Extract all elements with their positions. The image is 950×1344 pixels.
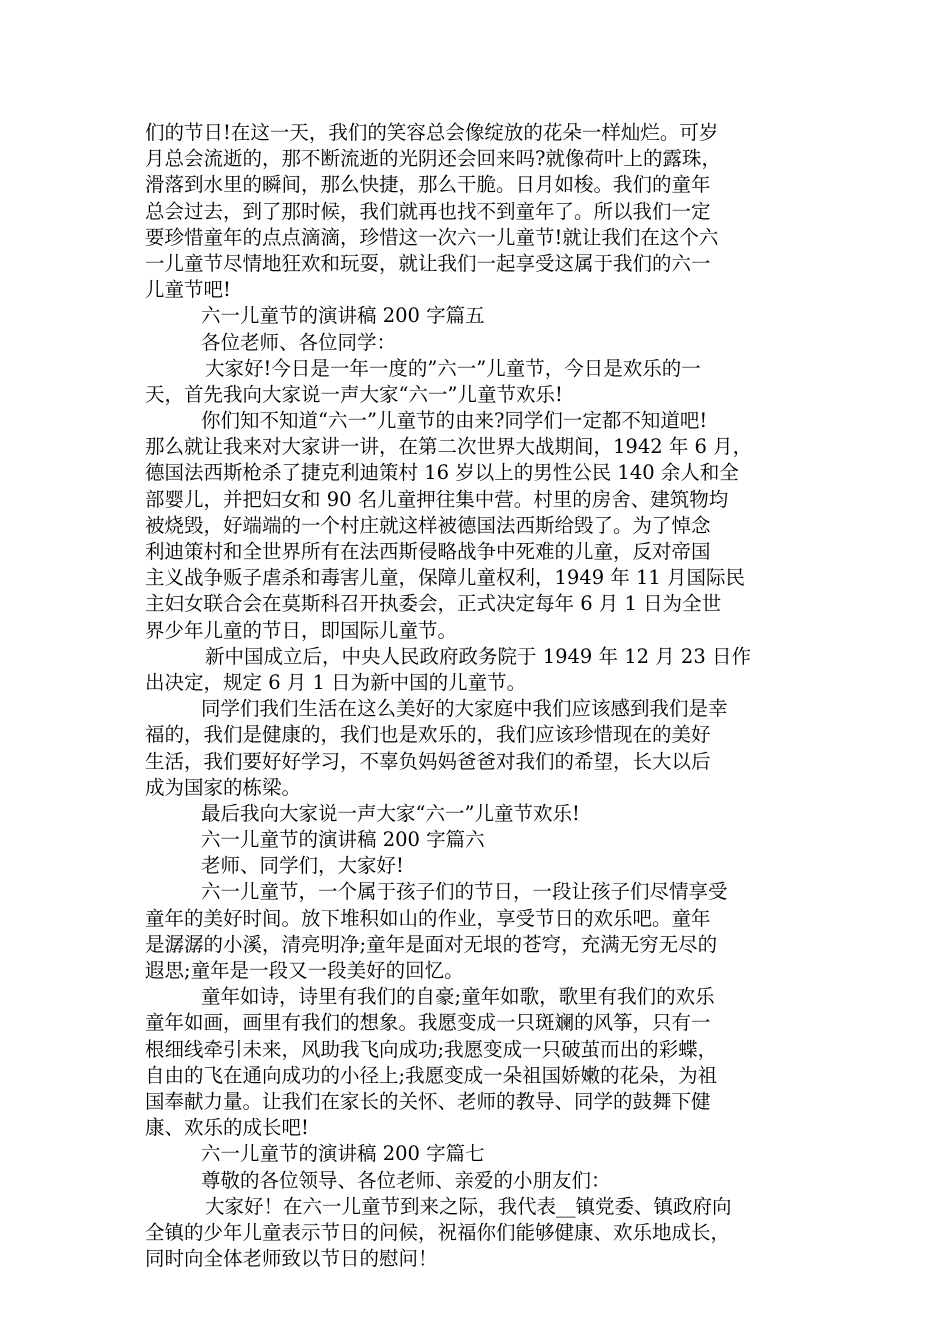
text-line: 同学们我们生活在这么美好的大家庭中我们应该感到我们是幸	[201, 697, 728, 721]
text-line: 你们知不知道“六一”儿童节的由来?同学们一定都不知道吧!	[201, 409, 708, 433]
text-line: 六一儿童节的演讲稿 200 字篇六	[201, 828, 485, 852]
text-line: 儿童节吧!	[145, 278, 231, 302]
document-page	[145, 120, 813, 1272]
text-line: 部婴儿，并把妇女和 90 名儿童押往集中营。村里的房舍、建筑物均	[145, 487, 729, 511]
text-line: 生活，我们要好好学习，不辜负妈妈爸爸对我们的希望，长大以后	[145, 749, 711, 773]
text-line: 出决定，规定 6 月 1 日为新中国的儿童节。	[145, 670, 527, 694]
text-line: 各位老师、各位同学：	[201, 330, 397, 354]
text-line: 六一儿童节的演讲稿 200 字篇五	[201, 304, 485, 328]
text-line: 一儿童节尽情地狂欢和玩耍，就让我们一起享受这属于我们的六一	[145, 251, 711, 275]
text-line: 遐思;童年是一段又一段美好的回忆。	[145, 959, 464, 982]
text-line: 最后我向大家说一声大家“六一”儿童节欢乐!	[201, 801, 580, 825]
text-line: 大家好！在六一儿童节到来之际，我代表__镇党委、镇政府向	[205, 1194, 732, 1218]
text-line: 六一儿童节的演讲稿 200 字篇七	[201, 1142, 485, 1166]
text-line: 老师、同学们，大家好!	[201, 854, 404, 878]
text-line: 康、欢乐的成长吧!	[145, 1116, 309, 1140]
text-line: 主义战争贩子虐杀和毒害儿童，保障儿童权利，1949 年 11 月国际民	[145, 566, 746, 590]
text-line: 新中国成立后，中央人民政府政务院于 1949 年 12 月 23 日作	[205, 644, 751, 668]
text-line: 福的，我们是健康的，我们也是欢乐的，我们应该珍惜现在的美好	[145, 723, 711, 747]
text-line: 滑落到水里的瞬间，那么快捷，那么干脆。日月如梭。我们的童年	[145, 173, 711, 197]
text-line: 全镇的少年儿童表示节日的问候，祝福你们能够健康、欢乐地成长，	[145, 1220, 731, 1244]
text-line: 国奉献力量。让我们在家长的关怀、老师的教导、同学的鼓舞下健	[145, 1089, 711, 1113]
text-line: 自由的飞在通向成功的小径上;我愿变成一朵祖国娇嫩的花朵，为祖	[145, 1063, 718, 1087]
text-line: 六一儿童节，一个属于孩子们的节日，一段让孩子们尽情享受	[201, 880, 728, 904]
text-line: 童年如画，画里有我们的想象。我愿变成一只斑斓的风筝，只有一	[145, 1011, 711, 1035]
text-line: 总会过去，到了那时候，我们就再也找不到童年了。所以我们一定	[145, 199, 711, 223]
text-line: 利迪策村和全世界所有在法西斯侵略战争中死难的儿童，反对帝国	[145, 540, 711, 563]
text-line: 被烧毁，好端端的一个村庄就这样被德国法西斯给毁了。为了悼念	[145, 513, 711, 537]
text-line: 主妇女联合会在莫斯科召开执委会，正式决定每年 6 月 1 日为全世	[145, 592, 722, 616]
text-line: 同时向全体老师致以节日的慰问！	[145, 1247, 438, 1271]
text-line: 成为国家的栋梁。	[145, 775, 302, 799]
text-line: 尊敬的各位领导、各位老师、亲爱的小朋友们：	[201, 1168, 611, 1192]
text-line: 要珍惜童年的点点滴滴，珍惜这一次六一儿童节!就让我们在这个六	[145, 225, 719, 249]
text-line: 童年的美好时间。放下堆积如山的作业，享受节日的欢乐吧。童年	[145, 906, 711, 930]
text-line: 大家好!今日是一年一度的”六一”儿童节，今日是欢乐的一	[205, 356, 701, 380]
text-line: 是潺潺的小溪，清亮明净;童年是面对无垠的苍穹，充满无穷无尽的	[145, 932, 718, 956]
text-line: 们的节日!在这一天，我们的笑容总会像绽放的花朵一样灿烂。可岁	[145, 121, 719, 144]
text-line: 那么就让我来对大家讲一讲，在第二次世界大战期间，1942 年 6 月，	[145, 435, 753, 459]
text-line: 德国法西斯枪杀了捷克利迪策村 16 岁以上的男性公民 140 余人和全	[145, 461, 739, 485]
text-line: 根细线牵引未来，风助我飞向成功;我愿变成一只破茧而出的彩蝶，	[145, 1037, 718, 1061]
text-line: 天，首先我向大家说一声大家“六一”儿童节欢乐!	[145, 382, 563, 406]
text-line: 月总会流逝的，那不断流逝的光阴还会回来吗?就像荷叶上的露珠，	[145, 147, 721, 171]
text-line: 童年如诗，诗里有我们的自豪;童年如歌，歌里有我们的欢乐	[201, 985, 715, 1009]
text-line: 界少年儿童的节日，即国际儿童节。	[145, 618, 458, 642]
